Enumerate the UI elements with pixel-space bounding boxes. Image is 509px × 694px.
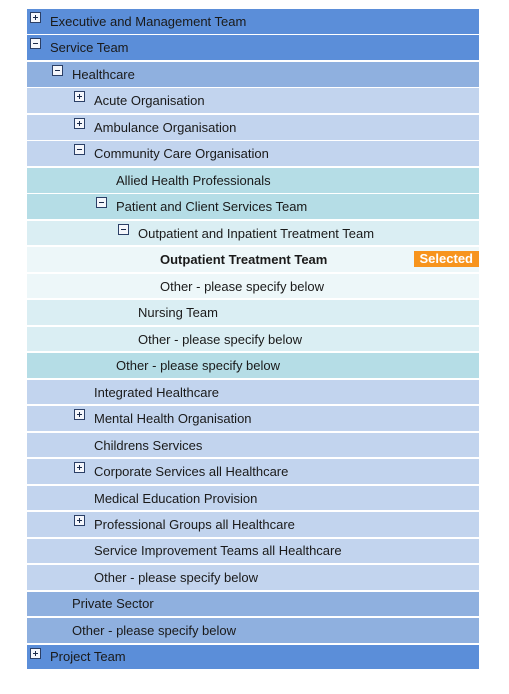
tree-node-label: Other - please specify below xyxy=(72,622,237,638)
tree-node-label: Other - please specify below xyxy=(160,278,325,294)
tree-node-integrated-healthcare[interactable] xyxy=(27,380,479,405)
tree-node-nursing-team[interactable] xyxy=(27,300,479,325)
tree-node-label: Mental Health Organisation xyxy=(94,411,252,427)
tree-node-label: Other - please specify below xyxy=(138,331,303,347)
expand-plus-icon[interactable] xyxy=(74,91,85,102)
expand-plus-icon[interactable] xyxy=(74,515,85,526)
collapse-minus-icon[interactable] xyxy=(74,144,85,155)
tree-node-label: Service Team xyxy=(50,40,129,56)
tree-node-other-please-specify-below[interactable] xyxy=(27,274,479,299)
expand-plus-icon[interactable] xyxy=(30,12,41,23)
tree-node-label: Other - please specify below xyxy=(94,569,259,585)
selected-badge: Selected xyxy=(414,251,479,267)
tree-node-outpatient-and-inpatient-treatment-team[interactable] xyxy=(27,221,479,246)
tree-node-other-please-specify-below[interactable] xyxy=(27,618,479,643)
tree-node-label: Service Improvement Teams all Healthcare xyxy=(94,543,342,559)
tree-node-other-please-specify-below[interactable] xyxy=(27,327,479,352)
tree-node-label: Executive and Management Team xyxy=(50,13,247,29)
expand-plus-icon[interactable] xyxy=(74,409,85,420)
tree-node-label: Other - please specify below xyxy=(116,358,281,374)
expand-plus-icon[interactable] xyxy=(30,648,41,659)
tree-node-executive-and-management-team[interactable] xyxy=(27,9,479,34)
tree-node-label: Acute Organisation xyxy=(94,93,205,109)
tree-node-service-improvement-teams-all-healthcare[interactable] xyxy=(27,539,479,564)
tree-node-label: Outpatient and Inpatient Treatment Team xyxy=(138,225,375,241)
tree-node-private-sector[interactable] xyxy=(27,592,479,617)
tree-node-outpatient-treatment-team[interactable] xyxy=(27,247,479,272)
tree-node-service-team[interactable] xyxy=(27,35,479,60)
tree-node-project-team[interactable] xyxy=(27,645,479,670)
tree-node-corporate-services-all-healthcare[interactable] xyxy=(27,459,479,484)
tree-node-allied-health-professionals[interactable] xyxy=(27,168,479,193)
tree-node-patient-and-client-services-team[interactable] xyxy=(27,194,479,219)
tree-node-acute-organisation[interactable] xyxy=(27,88,479,113)
collapse-minus-icon[interactable] xyxy=(118,224,129,235)
tree-node-mental-health-organisation[interactable] xyxy=(27,406,479,431)
tree-node-label: Outpatient Treatment Team xyxy=(160,252,328,268)
tree-node-label: Ambulance Organisation xyxy=(94,119,237,135)
tree-node-ambulance-organisation[interactable] xyxy=(27,115,479,140)
tree-node-childrens-services[interactable] xyxy=(27,433,479,458)
collapse-minus-icon[interactable] xyxy=(96,197,107,208)
tree-node-healthcare[interactable] xyxy=(27,62,479,87)
expand-plus-icon[interactable] xyxy=(74,462,85,473)
tree-node-label: Community Care Organisation xyxy=(94,146,269,162)
tree-node-label: Nursing Team xyxy=(138,305,218,321)
hierarchy-tree xyxy=(27,9,479,671)
tree-node-label: Private Sector xyxy=(72,596,154,612)
tree-node-other-please-specify-below[interactable] xyxy=(27,353,479,378)
tree-node-label: Childrens Services xyxy=(94,437,203,453)
expand-plus-icon[interactable] xyxy=(74,118,85,129)
tree-node-label: Professional Groups all Healthcare xyxy=(94,517,295,532)
tree-node-label: Corporate Services all Healthcare xyxy=(94,464,289,480)
tree-node-community-care-organisation[interactable] xyxy=(27,141,479,166)
tree-node-label: Allied Health Professionals xyxy=(116,172,271,188)
collapse-minus-icon[interactable] xyxy=(30,38,41,49)
tree-node-label: Integrated Healthcare xyxy=(94,384,220,400)
tree-node-medical-education-provision[interactable] xyxy=(27,486,479,511)
collapse-minus-icon[interactable] xyxy=(52,65,63,76)
tree-node-label: Patient and Client Services Team xyxy=(116,199,308,215)
tree-node-label: Healthcare xyxy=(72,66,135,82)
tree-node-other-please-specify-below[interactable] xyxy=(27,565,479,590)
tree-node-label: Project Team xyxy=(50,649,126,665)
tree-node-label: Medical Education Provision xyxy=(94,490,258,506)
tree-node-professional-groups-all-healthcare[interactable] xyxy=(27,512,479,537)
